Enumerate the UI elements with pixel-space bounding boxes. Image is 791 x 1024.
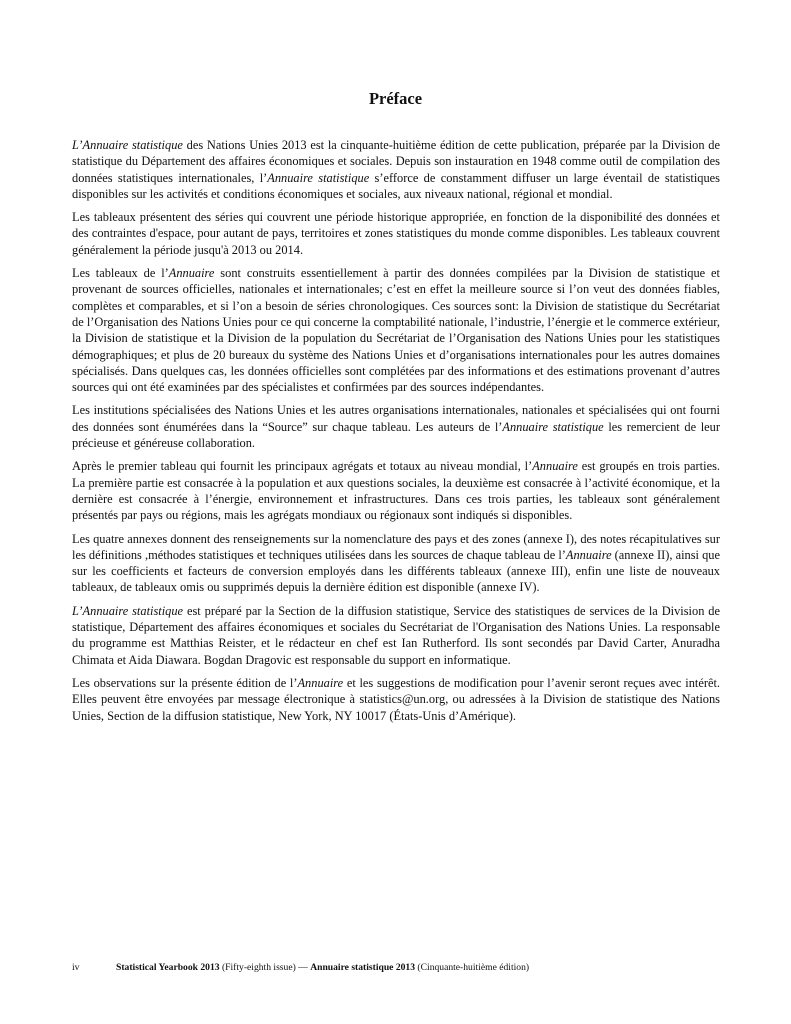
text-run: Les quatre annexes donnent des renseignements sur la nomenclature des pays et des zones (annexe I), des notes récapitulatives sur les définitions ,méthodes statistiques et techniques utilisées dans les sources de chaque tableau de l’: [72, 531, 720, 562]
text-run: Après le premier tableau qui fournit les principaux agrégats et totaux au niveau mondial, l’: [72, 459, 533, 474]
paragraph: [72, 458, 720, 523]
text-run: Les observations sur la présente édition de l’: [72, 675, 298, 690]
footer-title-en: Statistical Yearbook 2013: [116, 962, 220, 973]
page-number: iv: [72, 962, 80, 973]
paragraph: [72, 603, 720, 668]
paragraph: [72, 137, 720, 202]
text-run: et les suggestions de modification pour l’avenir seront reçues avec intérêt. Elles peuvent être envoyées par message électronique à statistics@un.org, ou adressées à la Division de statistique des Nations Unies, Section de la diffusion statistique, New York, NY 10017 (États-Unis d’Amérique).: [72, 675, 721, 723]
italic-text-run: Annuaire statistique: [267, 170, 370, 185]
footer-title-fr: Annuaire statistique 2013: [310, 962, 416, 973]
preface-body: [72, 137, 720, 731]
paragraph: [72, 209, 720, 258]
page-footer: [72, 962, 720, 974]
text-run: Les tableaux présentent des séries qui couvrent une période historique appropriée, en fonction de la disponibilité des données et des contraintes d'espace, pour autant de pays, territoires et zones statistiques du monde comme disponibles. Les tableaux couvrent généralement la période jusqu'à 2013 ou 2014.: [72, 210, 720, 257]
paragraph: [72, 265, 720, 395]
text-run: s’efforce de constamment diffuser un large éventail de statistiques disponibles sur les activités et conditions économiques et sociales, aux niveaux national, régional et mondial.: [72, 170, 720, 201]
text-run: est préparé par la Section de la diffusion statistique, Service des statistiques de services de la Division de statistique, Département des affaires économiques et sociales du Secrétariat de l'Organisation des Nations Unies. La responsable du programme est Matthias Reister, et le rédacteur en chef est Ian Rutherford. Ils sont secondés par David Carter, Anuradha Chimata et Aida Diawara. Bogdan Dragovic est responsable du support en informatique.: [72, 603, 720, 667]
text-run: Les institutions spécialisées des Nations Unies et les autres organisations internationales, nationales et spécialisées qui ont fourni des données sont énumérées dans la “Source” sur chaque tableau. Les auteurs de l’: [72, 403, 720, 434]
italic-text-run: Annuaire statistique: [502, 419, 604, 434]
paragraph: [72, 675, 720, 724]
italic-text-run: Annuaire: [532, 459, 578, 474]
italic-text-run: L’Annuaire statistique: [72, 603, 184, 618]
italic-text-run: Annuaire: [297, 675, 344, 690]
text-run: Les tableaux de l’: [72, 266, 169, 281]
paragraph: [72, 531, 720, 596]
text-run: sont construits essentiellement à partir des données compilées par la Division de statistique et provenant de sources officielles, nationales et internationales; c’est en effet la meilleure source si l’on veut des données fiables, complètes et comparables, et si l’on a besoin de séries chronologiques. Ces sources sont: la Division de statistique du Secrétariat de l’Organisation des Nations Unies pour ce qui concerne la comptabilité nationale, l’industrie, l’énergie et le commerce extérieur, la Division de statistique et la Division de la population du Secrétariat de l’Organisation des Nations Unies pour les statistiques démographiques; et plus de 20 bureaux du système des Nations Unies et d’organisations internationales pour les autres domaines spécialisés. Dans quelques cas, les données officielles sont complétées par des informations et des estimations provenant d’autres sources qui ont été examinées par des spécialistes et confirmées par des sources indépendantes.: [72, 266, 720, 395]
italic-text-run: Annuaire: [565, 547, 612, 562]
paragraph: [72, 402, 720, 451]
italic-text-run: L’Annuaire statistique: [72, 138, 183, 152]
italic-text-run: Annuaire: [168, 266, 215, 281]
text-run: les remercient de leur précieuse et généreuse collaboration.: [72, 419, 720, 451]
footer-issue-en: (Fifty-eighth issue) —: [219, 962, 311, 973]
text-run: (annexe II), ainsi que sur les coefficients et facteurs de conversion employés dans les différents tableaux (annexe III), enfin une liste de nouveaux tableaux, de tableaux omis ou supprimés depuis la dernière édition est disponible (annexe IV).: [72, 547, 720, 595]
text-run: est groupés en trois parties. La première partie est consacrée à la population et aux questions sociales, la deuxième est consacrée à l’activité économique, et la dernière est consacrée à l’énergie, environnement et infrastructures. Dans ces trois parties, les tableaux sont généralement présentés par pays ou régions, mais les agrégats mondiaux ou régionaux sont indiqués si disponibles.: [72, 459, 720, 523]
text-run: des Nations Unies 2013 est la cinquante-huitième édition de cette publication, préparée par la Division de statistique du Département des affaires économiques et sociales. Depuis son instauration en 1948 comme outil de compilation des données statistiques internationales, l’: [72, 138, 720, 185]
footer-issue-fr: (Cinquante-huitième édition): [415, 962, 530, 973]
page-title: Préface: [368, 89, 423, 108]
